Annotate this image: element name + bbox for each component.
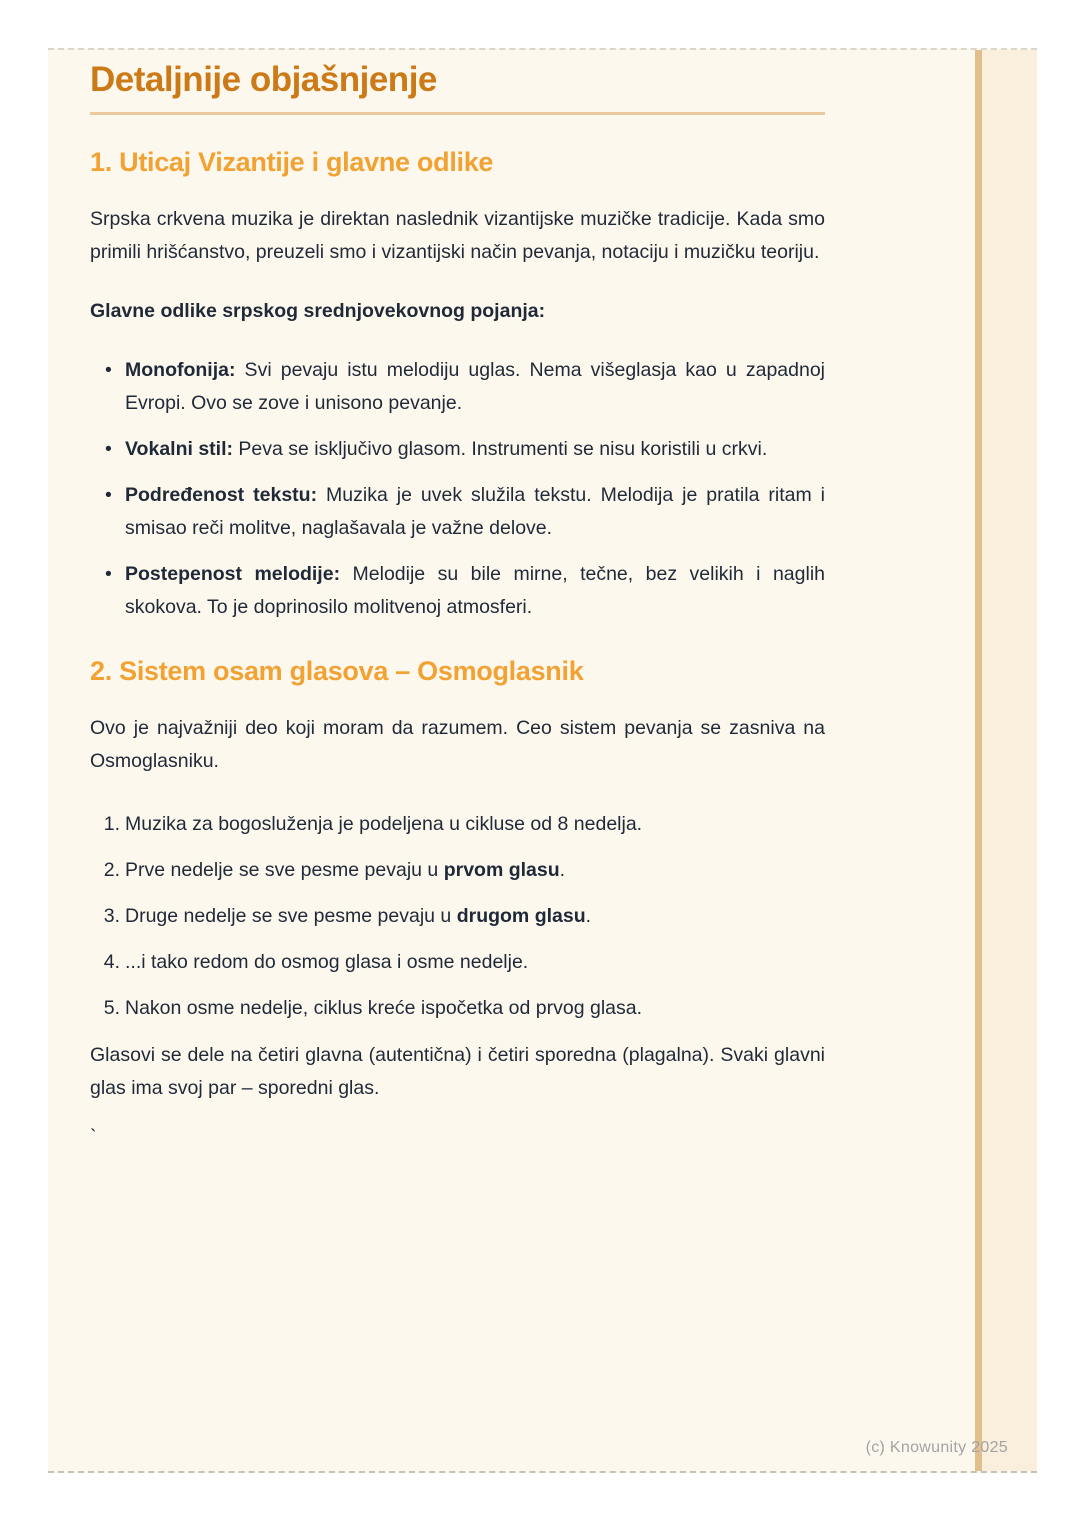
feature-term: Podređenost tekstu: bbox=[125, 484, 318, 506]
section-2-intro: Ovo je najvažniji deo koji moram da razumem. Ceo sistem pevanja se zasniva na Osmoglasniku. bbox=[90, 717, 825, 772]
feature-term: Postepenost melodije: bbox=[125, 563, 341, 585]
feature-term: Vokalni stil: bbox=[125, 438, 233, 460]
feature-item: • Monofonija: Svi pevaju istu melodiju uglas. Nema višeglasja kao u zapadnoj Evropi. Ovo se zove i unisono pevanje. bbox=[125, 354, 825, 420]
voices-paragraph: Glasovi se dele na četiri glavna (autentična) i četiri sporedna (plagalna). Svaki glavni glas ima svoj par – sporedni glas. bbox=[90, 1044, 825, 1099]
page-title: Detaljnije objašnjenje bbox=[90, 60, 437, 99]
step-number: 5. bbox=[103, 997, 120, 1019]
stray-backtick: ` bbox=[90, 1126, 97, 1148]
step-number: 4. bbox=[103, 951, 120, 973]
cycle-step-item: 3. Druge nedelje se sve pesme pevaju u drugom glasu. bbox=[125, 900, 825, 933]
cycle-step-item: 5. Nakon osme nedelje, ciklus kreće ispočetka od prvog glasa. bbox=[125, 992, 825, 1025]
feature-term: Monofonija: bbox=[125, 359, 236, 381]
feature-item: • Vokalni stil: Peva se isključivo glasom. Instrumenti se nisu koristili u crkvi. bbox=[125, 433, 825, 466]
features-list bbox=[90, 354, 825, 624]
copyright-note: (c) Knowunity 2025 bbox=[865, 1439, 1008, 1456]
cycle-step-item: 4. ...i tako redom do osmog glasa i osme nedelje. bbox=[125, 946, 825, 979]
document-page bbox=[48, 48, 1037, 1473]
page-side-stripe bbox=[975, 50, 1037, 1471]
section-2-heading: 2. Sistem osam glasova – Osmoglasnik bbox=[90, 656, 584, 686]
cycle-step-item: 1. Muzika za bogosluženja je podeljena u cikluse od 8 nedelja. bbox=[125, 808, 825, 841]
section-1-heading: 1. Uticaj Vizantije i glavne odlike bbox=[90, 147, 494, 177]
feature-item: • Podređenost tekstu: Muzika je uvek služila tekstu. Melodija je pratila ritam i smisao reči molitve, naglašavala je važne delove. bbox=[125, 479, 825, 545]
step-number: 3. bbox=[103, 905, 120, 927]
document-content bbox=[90, 50, 825, 1154]
feature-item: • Postepenost melodije: Melodije su bile mirne, tečne, bez velikih i naglih skokova. To je doprinosilo molitvenoj atmosferi. bbox=[125, 558, 825, 624]
step-bold-text: drugom glasu bbox=[456, 905, 586, 927]
step-number: 1. bbox=[103, 813, 120, 835]
step-bold-text: prvom glasu bbox=[443, 859, 560, 881]
cycle-steps-list bbox=[90, 808, 825, 1025]
features-subheading: Glavne odlike srpskog srednjovekovnog pojanja: bbox=[90, 300, 546, 322]
section-1-intro: Srpska crkvena muzika je direktan naslednik vizantijske muzičke tradicije. Kada smo primili hrišćanstvo, preuzeli smo i vizantijski način pevanja, notaciju i muzičku teoriju. bbox=[90, 208, 825, 263]
step-number: 2. bbox=[103, 859, 120, 881]
cycle-step-item: 2. Prve nedelje se sve pesme pevaju u prvom glasu. bbox=[125, 854, 825, 887]
title-divider bbox=[90, 112, 825, 115]
